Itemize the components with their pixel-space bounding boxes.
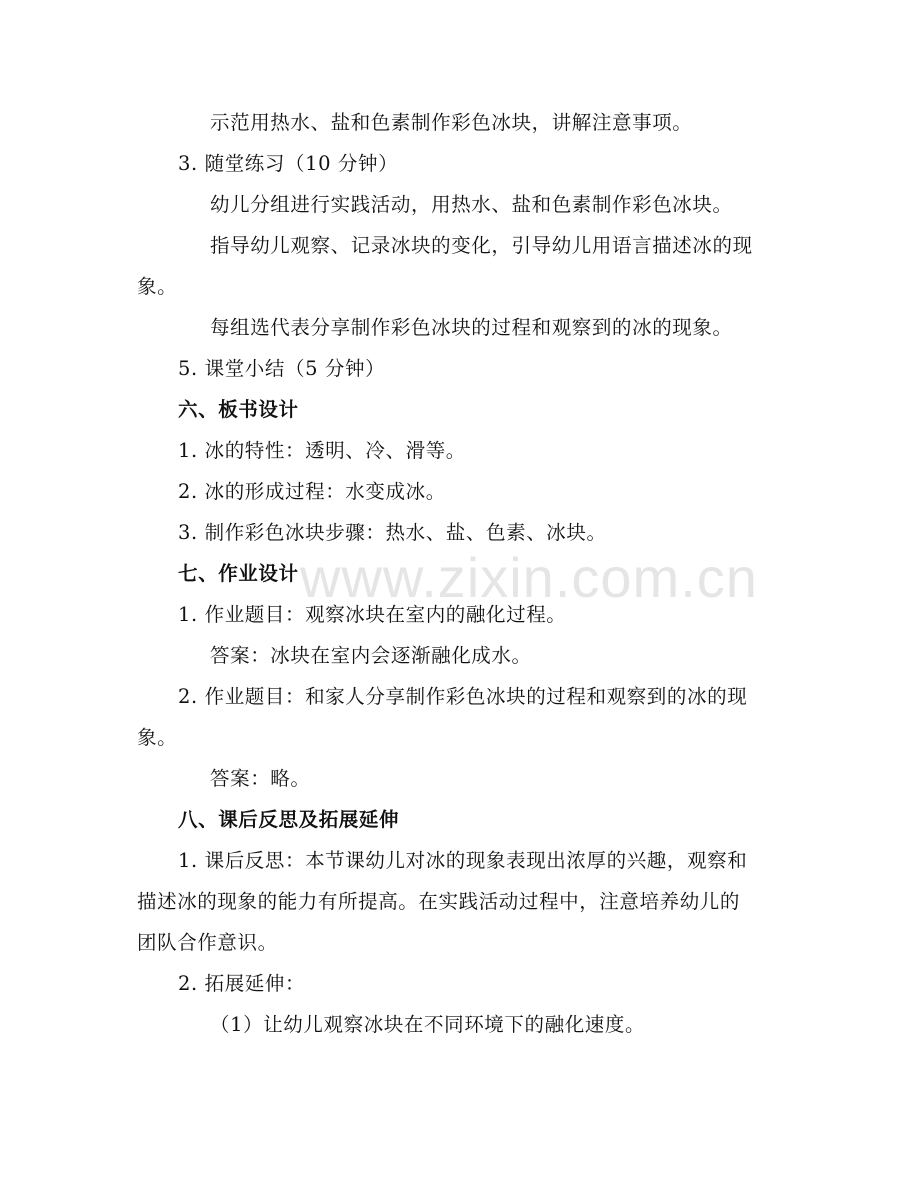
section-heading-board-design: 六、板书设计 [178,398,299,421]
list-item-summary: 5. 课堂小结（5 分钟） [178,357,386,380]
section-heading-homework: 七、作业设计 [178,562,299,585]
paragraph-group-activity: 幼儿分组进行实践活动，用热水、盐和色素制作彩色冰块。 [210,193,733,216]
paragraph-reflection-cont-2: 团队合作意识。 [137,931,278,954]
paragraph-answer-1: 答案：冰块在室内会逐渐融化成水。 [210,644,532,667]
paragraph-demo-note: 示范用热水、盐和色素制作彩色冰块，讲解注意事项。 [210,111,693,134]
watermark-text: www.zixin.com.cn [300,546,758,609]
list-item-ice-formation: 2. 冰的形成过程：水变成冰。 [178,480,446,503]
list-item-colored-ice-steps: 3. 制作彩色冰块步骤：热水、盐、色素、冰块。 [178,521,607,544]
section-heading-reflection: 八、课后反思及拓展延伸 [178,808,400,831]
list-item-practice: 3. 随堂练习（10 分钟） [178,152,399,175]
paragraph-answer-2: 答案：略。 [210,767,311,790]
paragraph-guide-observe-cont: 象。 [137,275,178,298]
list-item-extension: 2. 拓展延伸： [178,972,306,995]
list-item-homework-2-cont: 象。 [137,726,178,749]
paragraph-reflection-cont-1: 描述冰的现象的能力有所提高。在实践活动过程中，注意培养幼儿的 [137,890,741,913]
paragraph-group-share: 每组选代表分享制作彩色冰块的过程和观察到的冰的现象。 [210,316,733,339]
list-item-ice-properties: 1. 冰的特性：透明、冷、滑等。 [178,439,466,462]
list-item-homework-1: 1. 作业题目：观察冰块在室内的融化过程。 [178,603,567,626]
sub-item-extension-1: （1）让幼儿观察冰块在不同环境下的融化速度。 [210,1013,646,1036]
list-item-reflection: 1. 课后反思：本节课幼儿对冰的现象表现出浓厚的兴趣，观察和 [178,849,748,872]
list-item-homework-2: 2. 作业题目：和家人分享制作彩色冰块的过程和观察到的冰的现 [178,685,748,708]
paragraph-guide-observe: 指导幼儿观察、记录冰块的变化，引导幼儿用语言描述冰的现 [210,234,753,257]
